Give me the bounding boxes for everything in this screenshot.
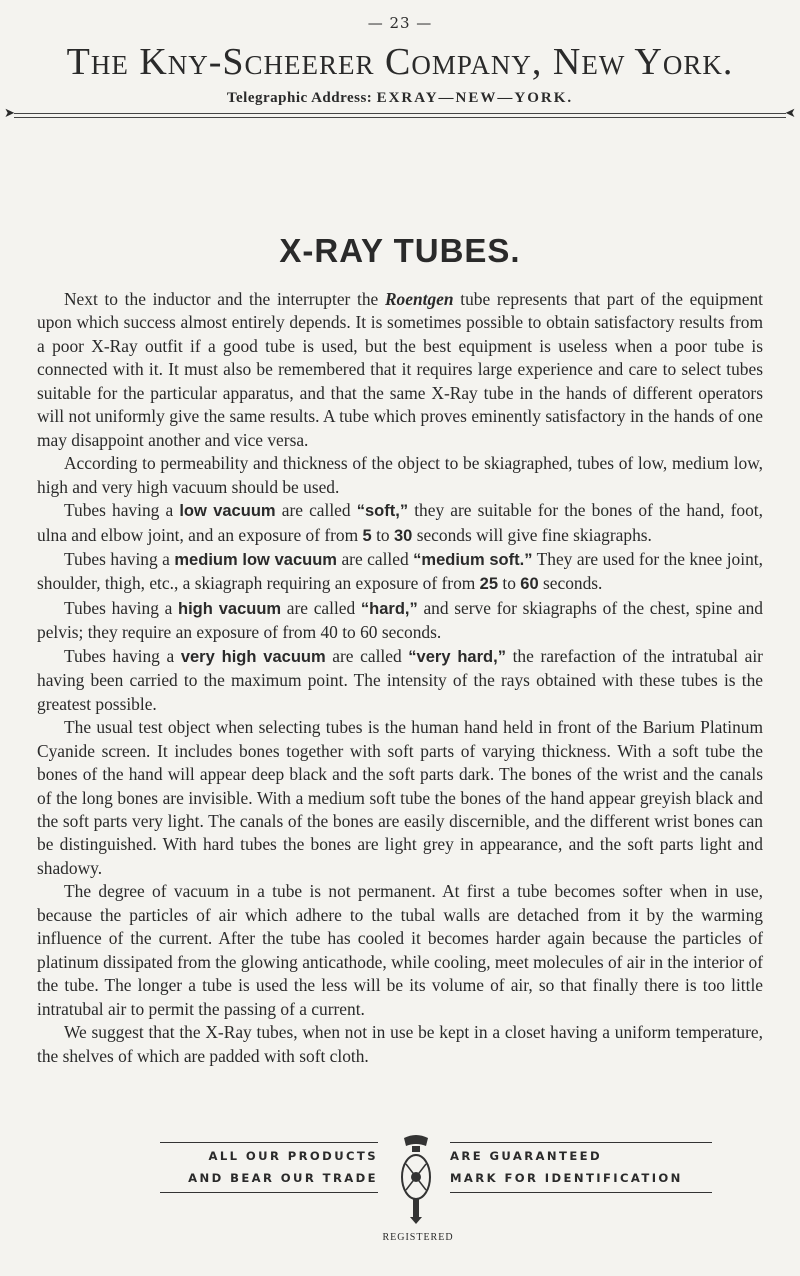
paragraph: Tubes having a very high vacuum are called “very hard,” the rarefaction of the intratubal air having been carried to the maximum point. The intensity of the rays obtained with these tubes is the greatest possible.: [37, 645, 763, 714]
paragraph: The degree of vacuum in a tube is not permanent. At first a tube becomes softer when in use, because the particles of air which adhere to the tubal walls are detached from it by the warming influence of the current. After the tube has cooled it becomes harder again because the particles of platinum dissipated from the glowing anticathode, while cooling, meet molecules of air in the interior of the tube. The longer a tube is used the less will be its volume of air, so that finally there is too little intratubal air to permit the passing of a current.: [37, 881, 763, 1019]
footer-right-text: [450, 1142, 712, 1193]
article-body: [37, 288, 763, 1068]
paragraph: According to permeability and thickness of the object to be skiagraphed, tubes of low, medium low, high and very high vacuum should be used.: [37, 453, 763, 497]
telegraphic-address-value: EXRAY—NEW—YORK.: [376, 90, 574, 106]
footer-left-line-1: ALL OUR PRODUCTS: [208, 1149, 378, 1163]
telegraphic-address: [0, 90, 800, 107]
trademark-footer: [160, 1142, 710, 1267]
footer-right-line-2: MARK FOR IDENTIFICATION: [450, 1171, 683, 1185]
paragraph: Tubes having a high vacuum are called “hard,” and serve for skiagraphs of the chest, spine and pelvis; they require an exposure of from 40 to 60 seconds.: [37, 597, 763, 643]
rule-end-ornament-icon: ➤: [4, 106, 15, 121]
paragraph: The usual test object when selecting tubes is the human hand held in front of the Barium Platinum Cyanide screen. It includes bones together with soft parts of varying thickness. With a soft tube the bones of the hand will appear deep black and the soft parts dark. The bones of the wrist and the canals of the long bones are invisible. With a medium soft tube the bones of the hand appear greyish black and the soft parts very light. The canals of the bones are easily discernible, and the different wrist bones can be distinguished. With hard tubes the bones are light grey in appearance, and the soft parts light and shadowy.: [37, 717, 763, 878]
page-number: — 23 —: [367, 14, 433, 32]
footer-left-line-2: AND BEAR OUR TRADE: [188, 1171, 378, 1185]
paragraph: Tubes having a low vacuum are called “soft,” they are suitable for the bones of the hand, foot, ulna and elbow joint, and an exposure of from 5 to 30 seconds will give fine skiagraphs.: [37, 500, 763, 545]
header-double-rule: [4, 106, 796, 121]
registered-mark: REGISTERED: [382, 1232, 454, 1243]
footer-right-line-1: ARE GUARANTEED: [450, 1149, 602, 1163]
page-title: X-RAY TUBES.: [279, 232, 521, 269]
footer-left-text: [160, 1142, 378, 1193]
company-heading: The Kny-Scheerer Company, New York.: [66, 41, 734, 83]
paragraph: We suggest that the X-Ray tubes, when not in use be kept in a closet having a uniform temperature, the shelves of which are padded with soft cloth.: [37, 1022, 763, 1066]
paragraph: Tubes having a medium low vacuum are called “medium soft.” They are used for the knee joint, shoulder, thigh, etc., a skiagraph requiring an exposure of from 25 to 60 seconds.: [37, 548, 763, 594]
telegraphic-label: Telegraphic Address:: [226, 90, 373, 106]
paragraph: Next to the inductor and the interrupter the Roentgen tube represents that part of the equipment upon which success almost entirely depends. It is sometimes possible to obtain satisfactory results from a poor X-Ray outfit if a good tube is used, but the best equipment is useless when a poor tube is connected with it. It must also be remembered that it requires large experience and care to select tubes suitable for the particular apparatus, and that the same X-Ray tube in the hands of different operators will not uniformly give the same results. A tube which proves eminently satisfactory in the hands of one may disappoint another and vice versa.: [37, 289, 763, 450]
rule-end-ornament-icon: ➤: [785, 106, 796, 121]
trademark-emblem-icon: [392, 1132, 440, 1232]
